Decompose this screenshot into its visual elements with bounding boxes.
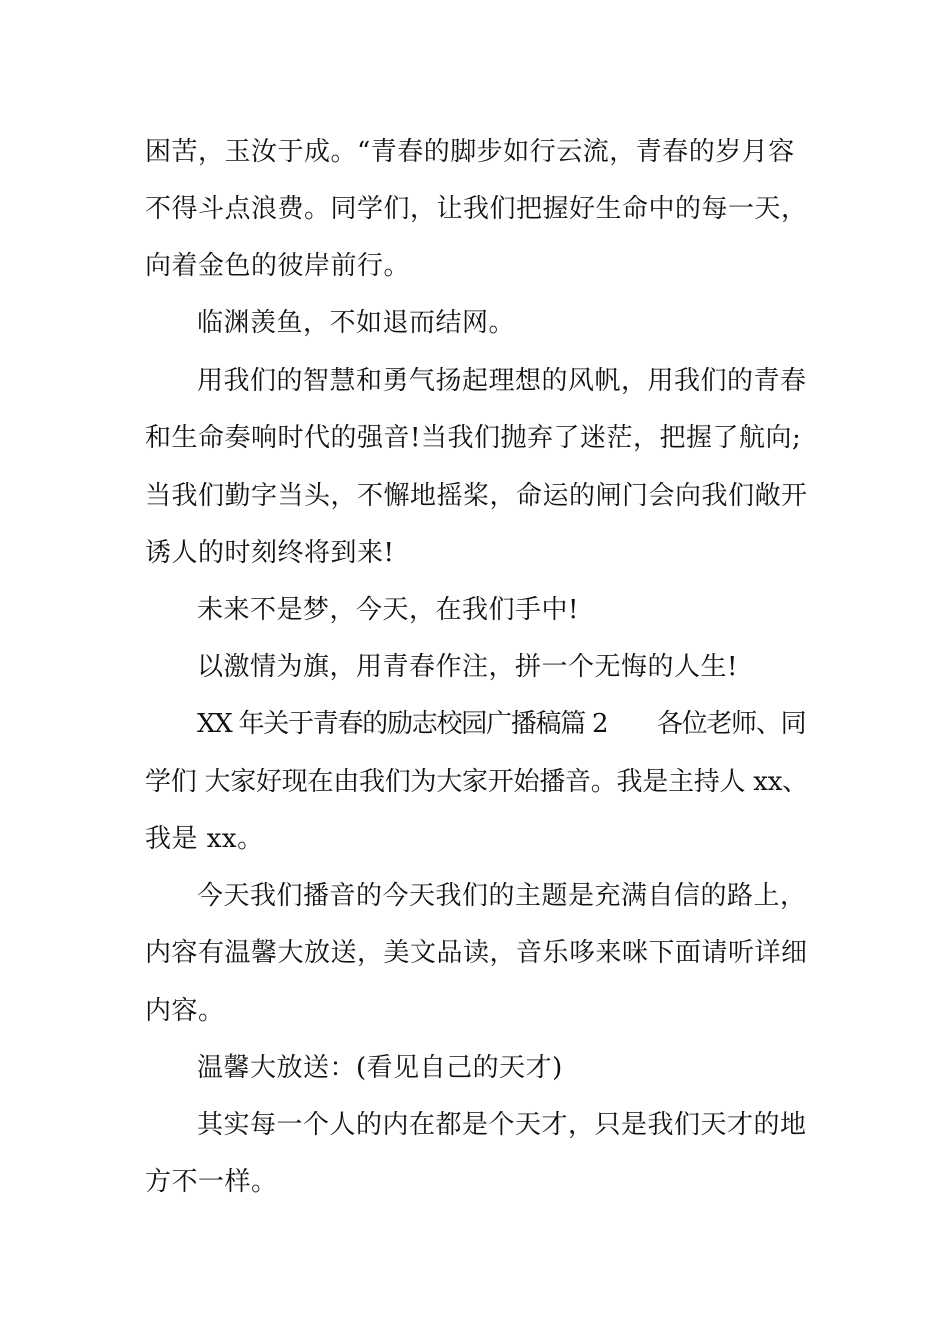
text-line: 当我们勤字当头，不懈地摇桨，命运的闸门会向我们敞开	[145, 481, 808, 511]
text-line: 临渊羡鱼，不如退而结网。	[197, 308, 516, 338]
text-line: 我是 xx。	[145, 824, 264, 854]
text-line: 温馨大放送：(看见自己的天才)	[197, 1053, 563, 1083]
text-line: 未来不是梦，今天，在我们手中!	[197, 595, 579, 625]
text-line: 困苦，玉汝于成。“青春的脚步如行云流，青春的岁月容	[145, 137, 795, 167]
text-line: 向着金色的彼岸前行。	[145, 251, 411, 281]
text-line: 和生命奏响时代的强音!当我们抛弃了迷茫，把握了航向;	[145, 423, 802, 453]
text-line: 今天我们播音的今天我们的主题是充满自信的路上，	[197, 881, 807, 911]
text-line: 诱人的时刻终将到来!	[145, 538, 395, 568]
text-line: 方不一样。	[145, 1167, 278, 1197]
text-line: XX 年关于青春的励志校园广播稿篇 2 各位老师、同	[197, 709, 806, 739]
text-line: 其实每一个人的内在都是个天才，只是我们天才的地	[197, 1110, 807, 1140]
text-line: 不得斗点浪费。同学们，让我们把握好生命中的每一天，	[145, 194, 808, 224]
text-line: 内容有温馨大放送，美文品读，音乐哆来咪下面请听详细	[145, 938, 808, 968]
text-line: 以激情为旗，用青春作注，拼一个无悔的人生!	[197, 652, 738, 682]
text-line: 用我们的智慧和勇气扬起理想的风帆，用我们的青春	[197, 366, 807, 396]
text-line: 学们 大家好现在由我们为大家开始播音。我是主持人 xx、	[145, 767, 808, 797]
text-line: 内容。	[145, 996, 225, 1026]
